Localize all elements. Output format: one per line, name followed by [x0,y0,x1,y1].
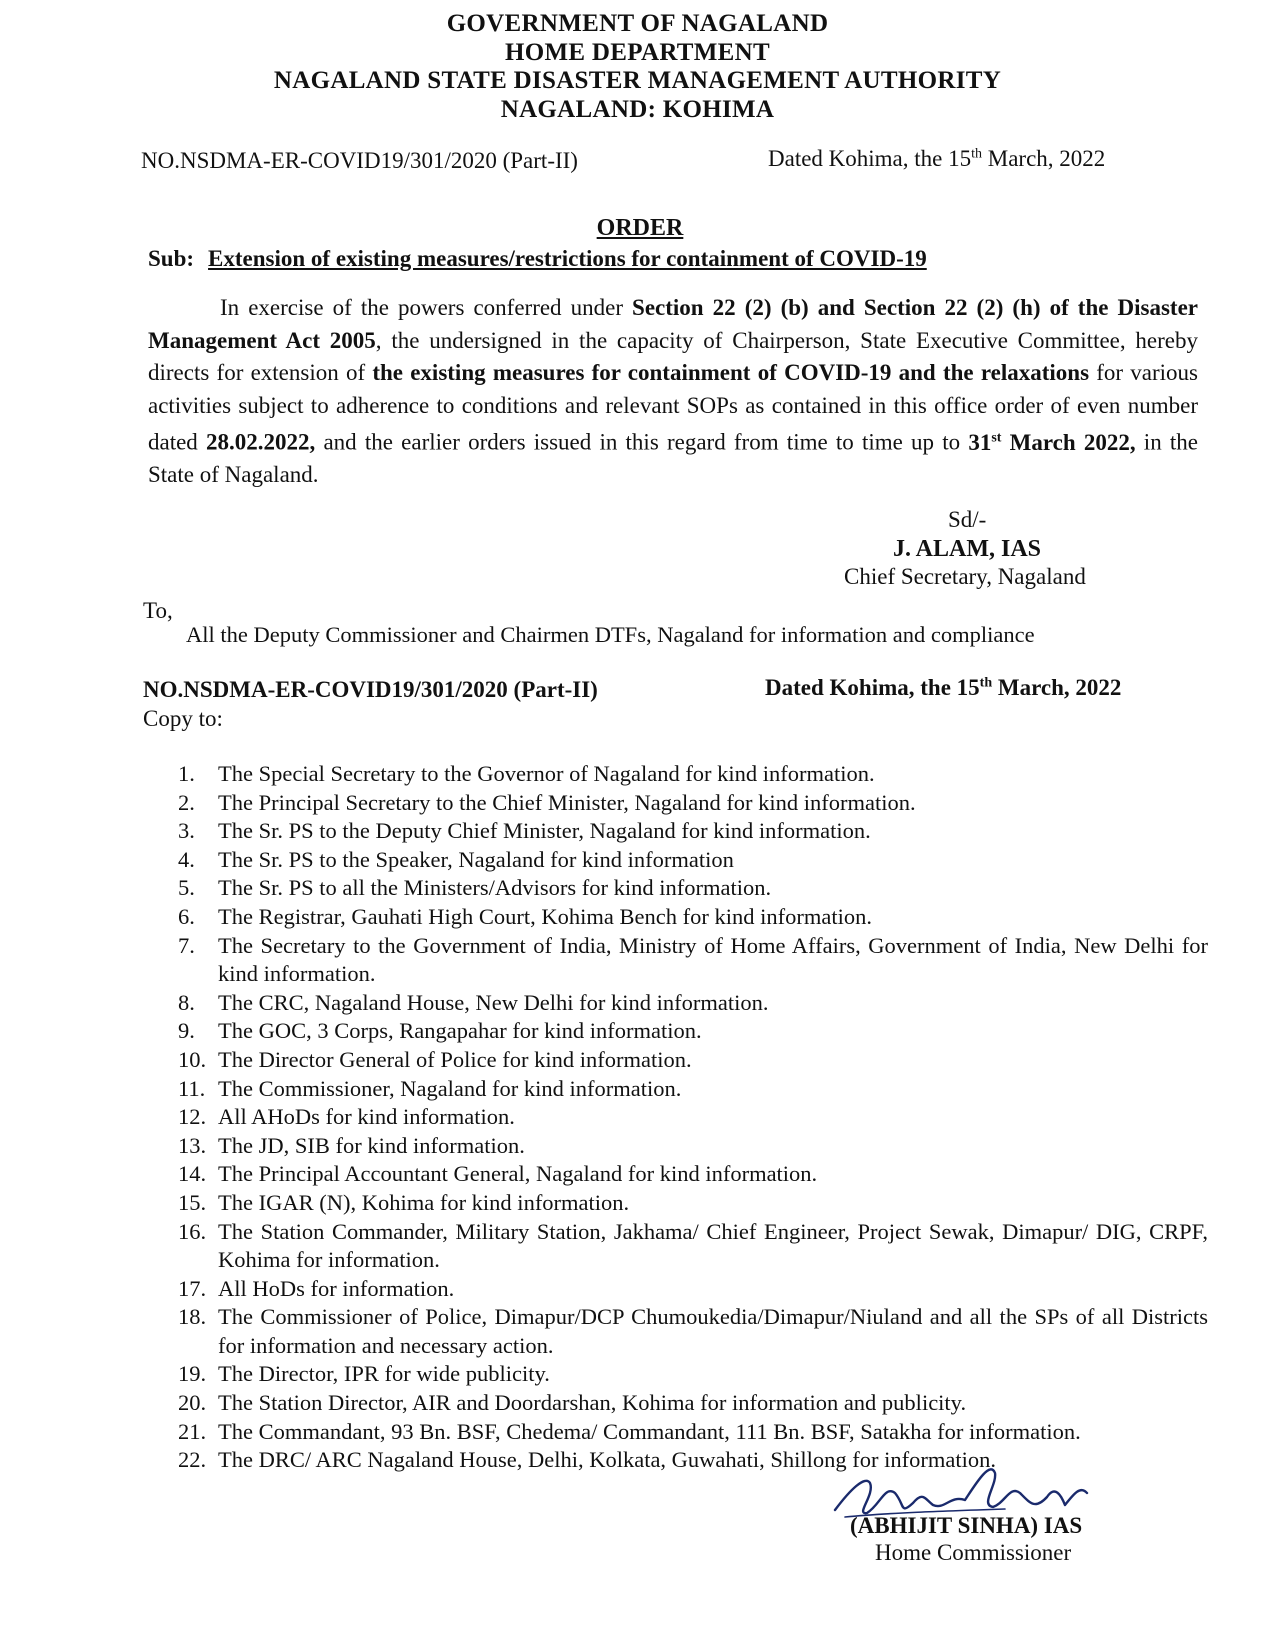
copy-list-text: The Commissioner, Nagaland for kind information. [218,1075,682,1101]
copy-list-text: The DRC/ ARC Nagaland House, Delhi, Kolkata, Guwahati, Shillong for information. [218,1447,997,1473]
reference-date: Dated Kohima, the 15th March, 2022 [768,146,1106,171]
copy-list-item [148,1189,1208,1218]
copy-list-item [148,846,1208,875]
copy-list-item [148,1303,1208,1360]
copy-list-text: The Registrar, Gauhati High Court, Kohima Bench for kind information. [218,903,872,929]
copy-list-item [148,1046,1208,1075]
copy-list-text: All HoDs for information. [218,1275,455,1301]
header-department: HOME DEPARTMENT [505,39,770,66]
home-commissioner-title: Home Commissioner [875,1540,1072,1565]
subject-text: Extension of existing measures/restrictions for containment of COVID-19 [208,246,927,271]
copy-list-text: The Commissioner of Police, Dimapur/DCP Chumoukedia/Dimapur/Niuland and all the SPs of all Districts for information and necessary action. [218,1304,1208,1358]
header-government: GOVERNMENT OF NAGALAND [446,10,829,37]
copy-list [148,760,1208,1475]
copy-to-label: Copy to: [143,706,223,731]
copy-list-text: The Sr. PS to all the Ministers/Advisors for kind information. [218,875,772,901]
header-authority: NAGALAND STATE DISASTER MANAGEMENT AUTHORITY [273,67,1002,94]
copy-list-number: 5. [178,875,195,901]
copy-list-text: The Director General of Police for kind information. [218,1046,692,1072]
copy-list-number: 19. [178,1361,207,1387]
copy-list-number: 8. [178,989,195,1015]
copy-list-item [148,1017,1208,1046]
copy-list-number: 13. [178,1132,207,1158]
copy-list-text: The Sr. PS to the Speaker, Nagaland for kind information [218,846,734,872]
copy-list-item [148,1132,1208,1161]
copy-list-item [148,932,1208,989]
copy-list-text: The IGAR (N), Kohima for kind information. [218,1189,630,1215]
copy-list-text: The Principal Accountant General, Nagaland for kind information. [218,1161,818,1187]
copy-reference-number: NO.NSDMA-ER-COVID19/301/2020 (Part-II) [143,677,598,702]
copy-list-text: The Principal Secretary to the Chief Minister, Nagaland for kind information. [218,789,916,815]
copy-list-text: The Station Director, AIR and Doordarshan, Kohima for information and publicity. [218,1390,967,1416]
copy-list-text: The Sr. PS to the Deputy Chief Minister, Nagaland for kind information. [218,818,871,844]
copy-list-text: The Station Commander, Military Station, Jakhama/ Chief Engineer, Project Sewak, Dimapur/ DIG, CRPF, Kohima for information. [218,1218,1208,1273]
copy-list-item [148,1218,1208,1275]
copy-list-number: 22. [178,1447,207,1473]
to-recipients: All the Deputy Commissioner and Chairmen DTFs, Nagaland for information and compliance [186,622,1035,647]
copy-list-text: The Special Secretary to the Governor of Nagaland for kind information. [218,761,875,786]
reference-number: NO.NSDMA-ER-COVID19/301/2020 (Part-II) [141,148,578,173]
copy-list-number: 6. [178,903,195,929]
signatory-title: Chief Secretary, Nagaland [844,564,1086,589]
copy-list-number: 3. [178,818,195,844]
copy-list-number: 15. [178,1189,207,1215]
copy-list-item [148,874,1208,903]
copy-list-number: 12. [178,1104,207,1130]
home-commissioner-name: (ABHIJIT SINHA) IAS [850,1513,1083,1538]
copy-list-item [148,817,1208,846]
copy-list-item [148,1160,1208,1189]
copy-list-item [148,903,1208,932]
copy-list-text: The Commandant, 93 Bn. BSF, Chedema/ Commandant, 111 Bn. BSF, Satakha for information. [218,1418,1081,1444]
copy-list-item [148,1418,1208,1447]
copy-list-text: The CRC, Nagaland House, New Delhi for kind information. [218,989,769,1015]
copy-list-item [148,989,1208,1018]
copy-list-number: 1. [178,761,195,786]
copy-list-number: 16. [178,1218,207,1244]
copy-list-number: 20. [178,1390,207,1416]
subject-line [148,246,927,272]
order-title: ORDER [596,215,684,241]
sd-mark: Sd/- [948,507,987,532]
order-paragraph: In exercise of the powers conferred under Section 22 (2) (b) and Section 22 (2) (h) of the Disaster Management Act 2005, the undersigned in the capacity of Chairperson, State Executive Committee, hereby directs for extension of the existing measures for containment of COVID-19 and the relaxations for various activities subject to adherence to conditions and relevant SOPs as contained in this office order of even number dated 28.02.2022, and the earlier orders issued in this regard from time to time up to 31st March 2022, in the State of Nagaland. [148,295,1198,488]
copy-list-item [148,1103,1208,1132]
copy-list-number: 4. [178,846,195,872]
copy-list-item [148,1275,1208,1304]
copy-list-number: 17. [178,1275,207,1301]
copy-list-number: 7. [178,932,195,958]
copy-list-text: All AHoDs for kind information. [218,1104,515,1130]
copy-list-number: 14. [178,1161,207,1187]
copy-list-number: 21. [178,1418,207,1444]
copy-list-number: 2. [178,789,195,815]
to-label: To, [143,598,173,623]
subject-label: Sub: [148,246,195,271]
copy-list-text: The JD, SIB for kind information. [218,1132,525,1158]
copy-list-number: 18. [178,1304,207,1330]
signatory-name: J. ALAM, IAS [893,536,1042,562]
copy-list-item [148,789,1208,818]
copy-list-number: 9. [178,1018,195,1044]
copy-list-item [148,760,1208,789]
copy-list-number: 10. [178,1046,207,1072]
copy-reference-date: Dated Kohima, the 15th March, 2022 [765,675,1122,700]
copy-list-item [148,1360,1208,1389]
copy-list-item [148,1389,1208,1418]
copy-list-text: The Secretary to the Government of India, Ministry of Home Affairs, Government of India, New Delhi for kind information. [218,932,1208,987]
copy-list-number: 11. [178,1075,206,1101]
copy-list-text: The GOC, 3 Corps, Rangapahar for kind information. [218,1018,702,1044]
copy-list-text: The Director, IPR for wide publicity. [218,1361,550,1387]
header-location: NAGALAND: KOHIMA [500,96,775,123]
copy-list-item [148,1075,1208,1104]
